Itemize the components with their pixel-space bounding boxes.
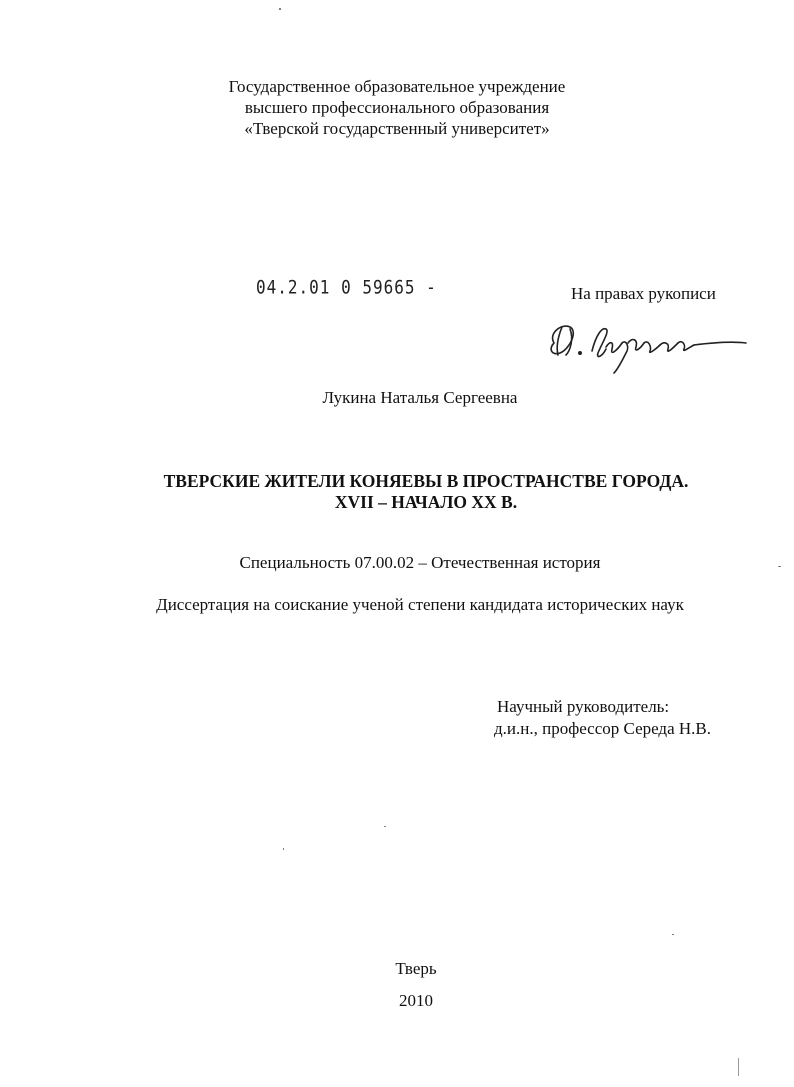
supervisor-label: Научный руководитель: [497, 697, 670, 716]
scan-speck [283, 848, 284, 850]
registration-stamp: 04.2.01 0 59665 - [256, 276, 437, 298]
dissertation-title-line-1: ТВЕРСКИЕ ЖИТЕЛИ КОНЯЕВЫ В ПРОСТРАНСТВЕ ГОРОДА. [163, 471, 689, 491]
degree-statement: Диссертация на соискание ученой степени кандидата исторических наук [156, 595, 684, 614]
rights-note: На правах рукописи [571, 284, 716, 303]
scan-speck [672, 934, 674, 935]
handwritten-signature-icon [540, 313, 750, 375]
author-name: Лукина Наталья Сергеевна [322, 388, 518, 407]
scan-speck [778, 566, 781, 567]
scan-edge-mark [738, 1058, 739, 1076]
specialty: Специальность 07.00.02 – Отечественная история [239, 553, 601, 572]
city: Тверь [395, 959, 437, 978]
year: 2010 [399, 991, 433, 1010]
scan-speck [384, 826, 386, 827]
institution-line-2: высшего профессионального образования [244, 98, 550, 117]
institution-line-3: «Тверской государственный университет» [244, 119, 550, 138]
institution-line-1: Государственное образовательное учреждение [228, 77, 566, 96]
supervisor-name: д.и.н., профессор Середа Н.В. [494, 719, 711, 738]
scan-speck [279, 8, 281, 10]
dissertation-title-line-2: XVII – НАЧАЛО XX В. [334, 492, 518, 512]
